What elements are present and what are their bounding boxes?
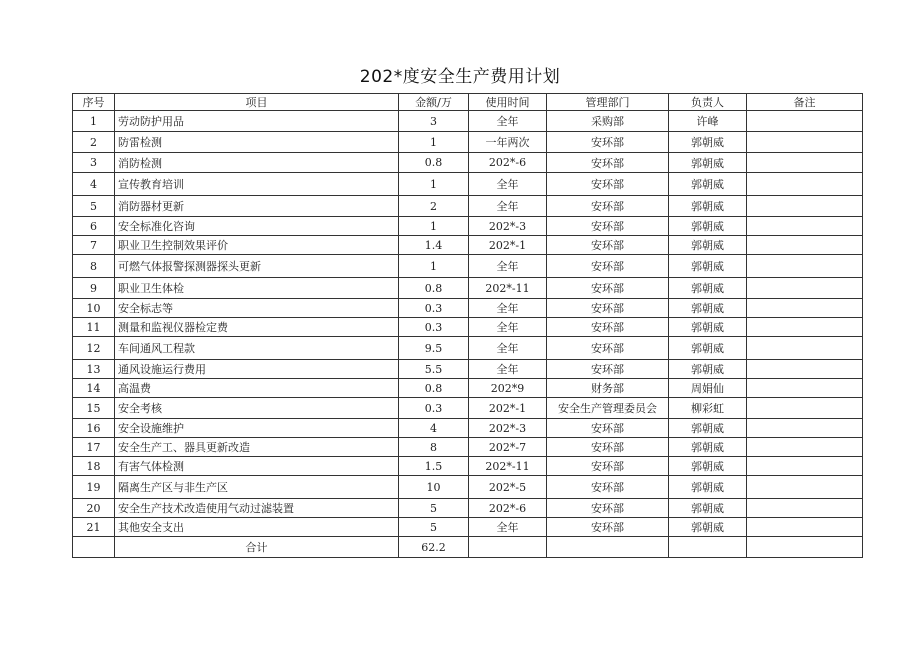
row-amount: 5.5	[399, 360, 469, 379]
row-item: 车间通风工程款	[115, 337, 399, 360]
row-person: 郭朝威	[669, 278, 747, 299]
row-note	[747, 499, 863, 518]
row-dept: 安环部	[547, 217, 669, 236]
table-row	[73, 457, 863, 476]
row-dept: 安环部	[547, 299, 669, 318]
table-row	[73, 236, 863, 255]
table-row	[73, 153, 863, 173]
col-header-time: 使用时间	[469, 94, 547, 111]
table-row	[73, 132, 863, 153]
total-row	[73, 537, 863, 558]
row-time: 202*-3	[469, 419, 547, 438]
table-row	[73, 379, 863, 398]
row-time: 202*-1	[469, 398, 547, 419]
row-item: 消防器材更新	[115, 196, 399, 217]
row-no: 17	[73, 438, 115, 457]
expense-plan-table	[72, 93, 863, 558]
row-note	[747, 173, 863, 196]
row-person: 郭朝威	[669, 236, 747, 255]
row-person: 郭朝威	[669, 457, 747, 476]
row-item: 通风设施运行费用	[115, 360, 399, 379]
row-no: 10	[73, 299, 115, 318]
table-row	[73, 217, 863, 236]
row-item: 职业卫生控制效果评价	[115, 236, 399, 255]
row-item: 安全标志等	[115, 299, 399, 318]
row-time: 全年	[469, 299, 547, 318]
row-amount: 1.4	[399, 236, 469, 255]
row-person: 郭朝威	[669, 299, 747, 318]
row-no: 11	[73, 318, 115, 337]
table-row	[73, 337, 863, 360]
row-time: 202*-11	[469, 457, 547, 476]
row-time: 全年	[469, 360, 547, 379]
row-no: 20	[73, 499, 115, 518]
row-amount: 3	[399, 111, 469, 132]
row-amount: 0.8	[399, 278, 469, 299]
row-time: 全年	[469, 196, 547, 217]
row-dept: 安环部	[547, 255, 669, 278]
row-dept: 安环部	[547, 476, 669, 499]
total-label: 合计	[115, 537, 399, 558]
row-dept: 采购部	[547, 111, 669, 132]
row-item: 可燃气体报警探测器探头更新	[115, 255, 399, 278]
row-dept: 安环部	[547, 132, 669, 153]
col-header-person: 负责人	[669, 94, 747, 111]
row-note	[747, 236, 863, 255]
row-amount: 9.5	[399, 337, 469, 360]
row-note	[747, 360, 863, 379]
row-note	[747, 111, 863, 132]
row-person: 郭朝威	[669, 196, 747, 217]
row-dept: 安环部	[547, 278, 669, 299]
row-amount: 1.5	[399, 457, 469, 476]
row-item: 其他安全支出	[115, 518, 399, 537]
row-note	[747, 518, 863, 537]
total-empty-cell	[747, 537, 863, 558]
row-amount: 0.3	[399, 299, 469, 318]
row-note	[747, 398, 863, 419]
row-item: 防雷检测	[115, 132, 399, 153]
table-row	[73, 518, 863, 537]
row-amount: 1	[399, 217, 469, 236]
table-row	[73, 278, 863, 299]
row-amount: 0.3	[399, 398, 469, 419]
row-item: 安全考核	[115, 398, 399, 419]
row-item: 高温费	[115, 379, 399, 398]
row-note	[747, 196, 863, 217]
row-time: 全年	[469, 518, 547, 537]
row-time: 202*-1	[469, 236, 547, 255]
total-empty-cell	[547, 537, 669, 558]
row-amount: 0.8	[399, 379, 469, 398]
row-no: 2	[73, 132, 115, 153]
col-header-note: 备注	[747, 94, 863, 111]
row-note	[747, 217, 863, 236]
row-dept: 安环部	[547, 236, 669, 255]
row-item: 消防检测	[115, 153, 399, 173]
row-note	[747, 457, 863, 476]
row-time: 202*-6	[469, 499, 547, 518]
row-person: 周娟仙	[669, 379, 747, 398]
table-row	[73, 299, 863, 318]
row-dept: 安环部	[547, 173, 669, 196]
col-header-no: 序号	[73, 94, 115, 111]
row-person: 郭朝威	[669, 360, 747, 379]
row-time: 202*-6	[469, 153, 547, 173]
row-item: 隔离生产区与非生产区	[115, 476, 399, 499]
row-no: 16	[73, 419, 115, 438]
header-row	[73, 94, 863, 111]
row-no: 1	[73, 111, 115, 132]
row-no: 7	[73, 236, 115, 255]
row-note	[747, 278, 863, 299]
row-time: 全年	[469, 318, 547, 337]
row-amount: 5	[399, 499, 469, 518]
row-person: 郭朝威	[669, 255, 747, 278]
row-note	[747, 337, 863, 360]
row-note	[747, 438, 863, 457]
row-item: 测量和监视仪器检定费	[115, 318, 399, 337]
col-header-item: 项目	[115, 94, 399, 111]
table-row	[73, 318, 863, 337]
col-header-dept: 管理部门	[547, 94, 669, 111]
row-amount: 0.3	[399, 318, 469, 337]
row-note	[747, 132, 863, 153]
row-no: 8	[73, 255, 115, 278]
row-time: 202*-3	[469, 217, 547, 236]
table-row	[73, 173, 863, 196]
row-no: 21	[73, 518, 115, 537]
row-no: 15	[73, 398, 115, 419]
row-amount: 8	[399, 438, 469, 457]
row-no: 3	[73, 153, 115, 173]
row-dept: 安全生产管理委员会	[547, 398, 669, 419]
table-row	[73, 499, 863, 518]
table-row	[73, 398, 863, 419]
row-time: 全年	[469, 111, 547, 132]
row-no: 9	[73, 278, 115, 299]
row-no: 13	[73, 360, 115, 379]
row-amount: 4	[399, 419, 469, 438]
row-no: 12	[73, 337, 115, 360]
row-dept: 安环部	[547, 438, 669, 457]
row-time: 202*9	[469, 379, 547, 398]
row-no: 19	[73, 476, 115, 499]
row-item: 劳动防护用品	[115, 111, 399, 132]
row-person: 郭朝威	[669, 153, 747, 173]
row-person: 郭朝威	[669, 217, 747, 236]
row-person: 郭朝威	[669, 132, 747, 153]
row-dept: 安环部	[547, 419, 669, 438]
row-person: 郭朝威	[669, 518, 747, 537]
row-dept: 安环部	[547, 196, 669, 217]
row-note	[747, 379, 863, 398]
row-person: 柳彩虹	[669, 398, 747, 419]
row-time: 202*-7	[469, 438, 547, 457]
row-amount: 1	[399, 132, 469, 153]
row-no: 14	[73, 379, 115, 398]
table-row	[73, 476, 863, 499]
row-amount: 5	[399, 518, 469, 537]
row-dept: 安环部	[547, 360, 669, 379]
row-item: 安全生产工、器具更新改造	[115, 438, 399, 457]
col-header-amount: 金额/万	[399, 94, 469, 111]
row-dept: 安环部	[547, 153, 669, 173]
row-person: 郭朝威	[669, 499, 747, 518]
row-dept: 安环部	[547, 337, 669, 360]
row-dept: 安环部	[547, 499, 669, 518]
row-note	[747, 476, 863, 499]
row-amount: 1	[399, 173, 469, 196]
row-time: 202*-11	[469, 278, 547, 299]
row-person: 郭朝威	[669, 337, 747, 360]
row-time: 全年	[469, 255, 547, 278]
row-time: 全年	[469, 173, 547, 196]
table-row	[73, 111, 863, 132]
row-person: 郭朝威	[669, 173, 747, 196]
total-no-cell	[73, 537, 115, 558]
row-note	[747, 299, 863, 318]
row-item: 职业卫生体检	[115, 278, 399, 299]
row-person: 许峰	[669, 111, 747, 132]
table-row	[73, 438, 863, 457]
row-item: 有害气体检测	[115, 457, 399, 476]
row-person: 郭朝威	[669, 419, 747, 438]
row-amount: 1	[399, 255, 469, 278]
row-time: 一年两次	[469, 132, 547, 153]
row-no: 6	[73, 217, 115, 236]
row-time: 202*-5	[469, 476, 547, 499]
row-dept: 财务部	[547, 379, 669, 398]
table-row	[73, 196, 863, 217]
row-no: 18	[73, 457, 115, 476]
row-no: 4	[73, 173, 115, 196]
row-person: 郭朝威	[669, 438, 747, 457]
table-row	[73, 419, 863, 438]
row-amount: 2	[399, 196, 469, 217]
row-dept: 安环部	[547, 318, 669, 337]
row-item: 安全设施维护	[115, 419, 399, 438]
row-note	[747, 153, 863, 173]
row-person: 郭朝威	[669, 476, 747, 499]
row-person: 郭朝威	[669, 318, 747, 337]
row-note	[747, 318, 863, 337]
total-empty-cell	[469, 537, 547, 558]
row-dept: 安环部	[547, 457, 669, 476]
table-row	[73, 360, 863, 379]
row-item: 宣传教育培训	[115, 173, 399, 196]
row-no: 5	[73, 196, 115, 217]
row-time: 全年	[469, 337, 547, 360]
row-note	[747, 419, 863, 438]
row-item: 安全生产技术改造使用气动过滤装置	[115, 499, 399, 518]
row-note	[747, 255, 863, 278]
total-empty-cell	[669, 537, 747, 558]
row-item: 安全标准化咨询	[115, 217, 399, 236]
row-amount: 0.8	[399, 153, 469, 173]
row-dept: 安环部	[547, 518, 669, 537]
page-title: 202*度安全生产费用计划	[359, 67, 561, 87]
table-row	[73, 255, 863, 278]
total-amount: 62.2	[399, 537, 469, 558]
row-amount: 10	[399, 476, 469, 499]
